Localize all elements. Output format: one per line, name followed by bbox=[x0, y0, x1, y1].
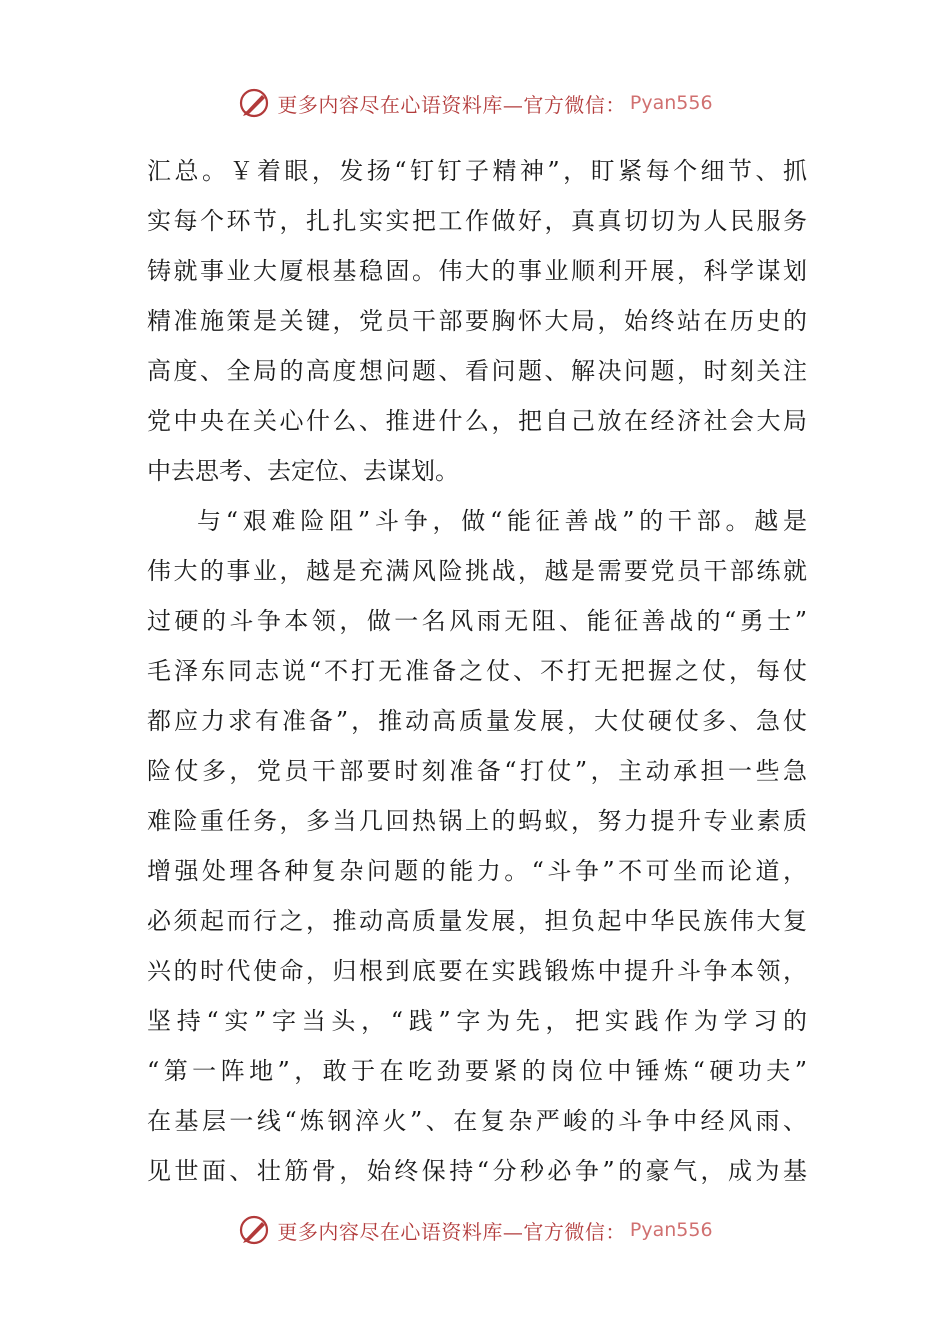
text-line: 毛泽东同志说“不打无准备之仗、不打无把握之仗，每仗 bbox=[147, 657, 807, 685]
text-line: 坚持“实”字当头，“践”字为先，把实践作为学习的 bbox=[147, 1007, 807, 1035]
text-line: 在基层一线“炼钢淬火”、在复杂严峻的斗争中经风雨、 bbox=[147, 1107, 807, 1135]
text-line: 都应力求有准备”，推动高质量发展，大仗硬仗多、急仗 bbox=[147, 707, 807, 735]
text-line: 汇总。￥着眼，发扬“钉钉子精神”，盯紧每个细节、抓 bbox=[147, 157, 807, 185]
text-line: 险仗多，党员干部要时刻准备“打仗”，主动承担一些急 bbox=[147, 757, 807, 785]
text-line: 伟大的事业，越是充满风险挑战，越是需要党员干部练就 bbox=[147, 557, 807, 585]
header-watermark bbox=[0, 83, 950, 123]
banner-wechat-id: Pyan556 bbox=[629, 92, 713, 114]
text-line: 中去思考、去定位、去谋划。 bbox=[147, 457, 459, 485]
pen-logo-icon bbox=[237, 86, 271, 120]
text-line: 与“艰难险阻”斗争，做“能征善战”的干部。越是 bbox=[197, 507, 807, 535]
text-line: 精准施策是关键，党员干部要胸怀大局，始终站在历史的 bbox=[147, 307, 807, 335]
banner-text: 更多内容尽在心语资料库—官方微信： bbox=[277, 92, 626, 117]
text-line: 高度、全局的高度想问题、看问题、解决问题，时刻关注 bbox=[147, 357, 807, 385]
text-line: 铸就事业大厦根基稳固。伟大的事业顺利开展，科学谋划 bbox=[147, 257, 807, 285]
banner-text: 更多内容尽在心语资料库—官方微信： bbox=[277, 1219, 626, 1244]
text-line: 必须起而行之，推动高质量发展，担负起中华民族伟大复 bbox=[147, 907, 807, 935]
banner-wechat-id: Pyan556 bbox=[629, 1219, 713, 1241]
pen-logo-icon bbox=[237, 1213, 271, 1247]
footer-watermark bbox=[0, 1210, 950, 1250]
text-line: 见世面、壮筋骨，始终保持“分秒必争”的豪气，成为基 bbox=[147, 1157, 807, 1185]
text-line: “第一阵地”，敢于在吃劲要紧的岗位中锤炼“硬功夫” bbox=[147, 1057, 807, 1085]
text-line: 难险重任务，多当几回热锅上的蚂蚁，努力提升专业素质 bbox=[147, 807, 807, 835]
text-line: 兴的时代使命，归根到底要在实践锻炼中提升斗争本领， bbox=[147, 957, 807, 985]
text-line: 增强处理各种复杂问题的能力。“斗争”不可坐而论道， bbox=[147, 857, 807, 885]
text-line: 过硬的斗争本领，做一名风雨无阻、能征善战的“勇士” bbox=[147, 607, 807, 635]
document-body bbox=[147, 146, 807, 1196]
text-line: 党中央在关心什么、推进什么，把自己放在经济社会大局 bbox=[147, 407, 807, 435]
text-line: 实每个环节，扎扎实实把工作做好，真真切切为人民服务 bbox=[147, 207, 807, 235]
